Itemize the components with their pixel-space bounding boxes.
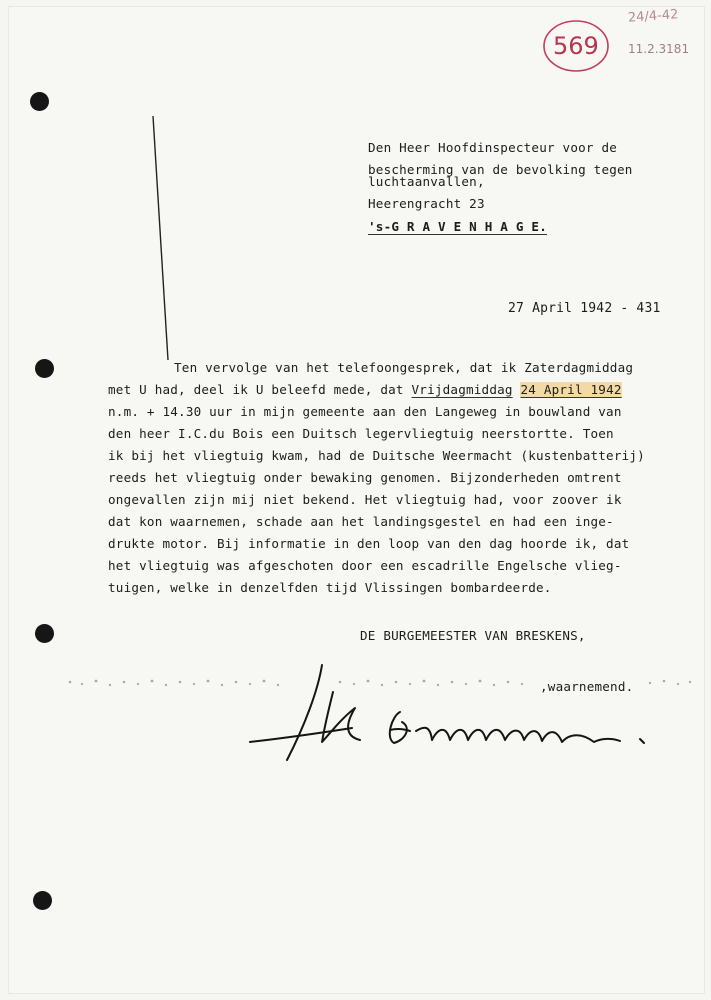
recipient-line-3: luchtaanvallen, bbox=[368, 174, 485, 189]
recipient-line-2: bescherming van de bevolking tegen bbox=[368, 162, 633, 177]
letter-date-reference: 27 April 1942 - 431 bbox=[508, 301, 661, 316]
body-line-4: den heer I.C.du Bois een Duitsch legervliegtuig neerstortte. Toen bbox=[108, 426, 614, 441]
acting-mayor-note: ,waarnemend. bbox=[540, 679, 634, 694]
stamp-number: 569 bbox=[553, 32, 599, 60]
body-line-11: tuigen, welke in denzelfden tijd Vlissingen bombardeerde. bbox=[108, 580, 552, 595]
body-line-5: ik bij het vliegtuig kwam, had de Duitsche Weermacht (kustenbatterij) bbox=[108, 448, 645, 463]
pencil-date: 24/4-42 bbox=[627, 7, 679, 26]
archive-code: 11.2.3181 bbox=[628, 42, 690, 56]
body-line-1: Ten vervolge van het telefoongesprek, dat ik Zaterdagmiddag bbox=[174, 360, 634, 375]
highlighted-date: 24 April 1942 bbox=[520, 382, 622, 397]
closing-title: DE BURGEMEESTER VAN BRESKENS, bbox=[360, 628, 586, 643]
body-line-3: n.m. + 14.30 uur in mijn gemeente aan den Langeweg in bouwland van bbox=[108, 404, 622, 419]
body-line-9: drukte motor. Bij informatie in den loop van den dag hoorde ik, dat bbox=[108, 536, 630, 551]
recipient-line-1: Den Heer Hoofdinspecteur voor de bbox=[368, 140, 618, 155]
underlined-day: Vrijdagmiddag bbox=[411, 382, 513, 397]
body-line-7: ongevallen zijn mij niet bekend. Het vliegtuig had, voor zoover ik bbox=[108, 492, 622, 507]
recipient-line-4: Heerengracht 23 bbox=[368, 196, 485, 211]
body-line-6: reeds het vliegtuig onder bewaking genomen. Bijzonderheden omtrent bbox=[108, 470, 622, 485]
body-line-8: dat kon waarnemen, schade aan het landingsgestel en had een inge- bbox=[108, 514, 614, 529]
recipient-city: 's-G R A V E N H A G E. bbox=[368, 219, 547, 234]
body-line-10: het vliegtuig was afgeschoten door een escadrille Engelsche vlieg- bbox=[108, 558, 622, 573]
body-line-2-text: met U had, deel ik U beleefd mede, dat bbox=[108, 382, 412, 397]
